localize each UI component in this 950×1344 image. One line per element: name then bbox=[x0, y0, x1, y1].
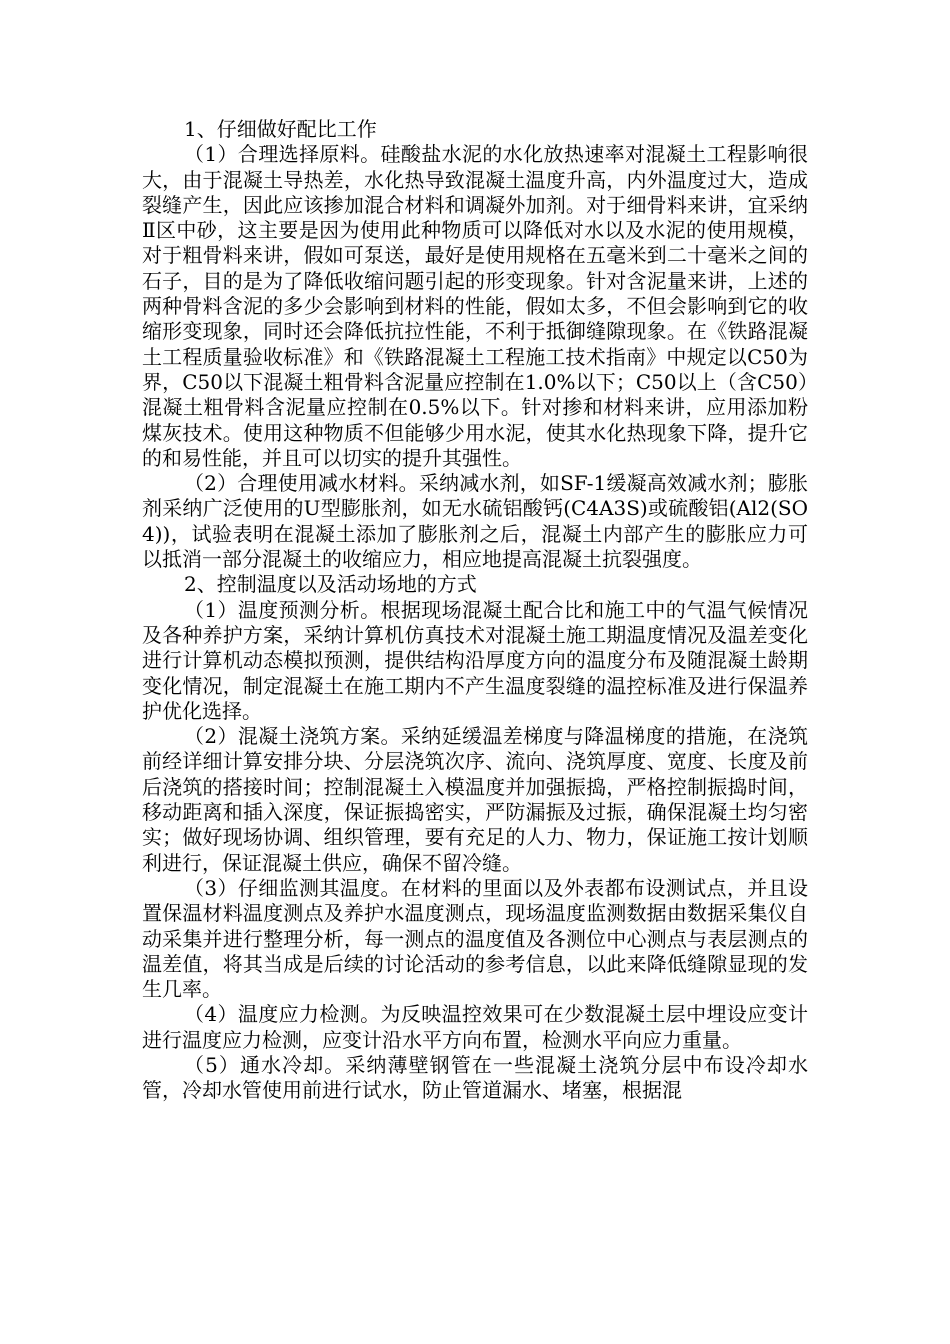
document-body bbox=[142, 117, 808, 1104]
section-heading-2: 2、控制温度以及活动场地的方式 bbox=[184, 572, 477, 597]
paragraph-raw-materials: （1）合理选择原料。硅酸盐水泥的水化放热速率对混凝土工程影响很大，由于混凝土导热差，水化热导致混凝土温度升高，内外温度过大，造成裂缝产生，因此应该掺加混合材料和调凝外加剂。对于细骨料来讲，宜采纳Ⅱ区中砂，这主要是因为使用此种物质可以降低对水以及水泥的使用规模，对于粗骨料来讲，假如可泵送，最好是使用规格在五毫米到二十毫米之间的石子，目的是为了降低收缩问题引起的形变现象。针对含泥量来讲，上述的两种骨料含泥的多少会影响到材料的性能，假如太多，不但会影响到它的收缩形变现象，同时还会降低抗拉性能，不利于抵御缝隙现象。在《铁路混凝土工程质量验收标准》和《铁路混凝土工程施工技术指南》中规定以C50为界，C50以下混凝土粗骨料含泥量应控制在1.0%以下；C50以上（含C50）混凝土粗骨料含泥量应控制在0.5%以下。针对掺和材料来讲，应用添加粉煤灰技术。使用这种物质不但能够少用水泥，使其水化热现象下降，提升它的和易性能，并且可以切实的提升其强性。 bbox=[142, 142, 808, 470]
paragraph-temperature-monitoring: （3）仔细监测其温度。在材料的里面以及外表都布设测试点，并且设置保温材料温度测点及养护水温度测点，现场温度监测数据由数据采集仪自动采集并进行整理分析，每一测点的温度值及各测位中心测点与表层测点的温差值，将其当成是后续的讨论活动的参考信息，以此来降低缝隙显现的发生几率。 bbox=[142, 875, 808, 1002]
paragraph-temperature-prediction: （1）温度预测分析。根据现场混凝土配合比和施工中的气温气候情况及各种养护方案，采纳计算机仿真技术对混凝土施工期温度情况及温差变化进行计算机动态模拟预测，提供结构沿厚度方向的温度分布及随混凝土龄期变化情况，制定混凝土在施工期内不产生温度裂缝的温控标准及进行保温养护优化选择。 bbox=[142, 597, 808, 723]
paragraph-pouring-plan: （2）混凝土浇筑方案。采纳延缓温差梯度与降温梯度的措施，在浇筑前经详细计算安排分块、分层浇筑次序、流向、浇筑厚度、宽度、长度及前后浇筑的搭接时间；控制混凝土入模温度并加强振捣，严格控制振捣时间，移动距离和插入深度，保证振捣密实，严防漏振及过振，确保混凝土均匀密实；做好现场协调、组织管理，要有充足的人力、物力，保证施工按计划顺利进行，保证混凝土供应，确保不留冷缝。 bbox=[142, 724, 808, 875]
paragraph-stress-detection: （4）温度应力检测。为反映温控效果可在少数混凝土层中埋设应变计进行温度应力检测，应变计沿水平方向布置，检测水平向应力重量。 bbox=[142, 1002, 808, 1052]
section-heading-1: 1、仔细做好配比工作 bbox=[184, 117, 377, 141]
paragraph-water-cooling: （5）通水冷却。采纳薄壁钢管在一些混凝土浇筑分层中布设冷却水管，冷却水管使用前进行试水，防止管道漏水、堵塞，根据混 bbox=[142, 1052, 808, 1103]
paragraph-water-reducer: （2）合理使用减水材料。采纳减水剂，如SF-1缓凝高效减水剂；膨胀剂采纳广泛使用的U型膨胀剂，如无水硫铝酸钙(C4A3S)或硫酸铝(Al2(SO4))，试验表明在混凝土添加了膨胀剂之后，混凝土内部产生的膨胀应力可以抵消一部分混凝土的收缩应力，相应地提高混凝土抗裂强度。 bbox=[142, 471, 808, 572]
